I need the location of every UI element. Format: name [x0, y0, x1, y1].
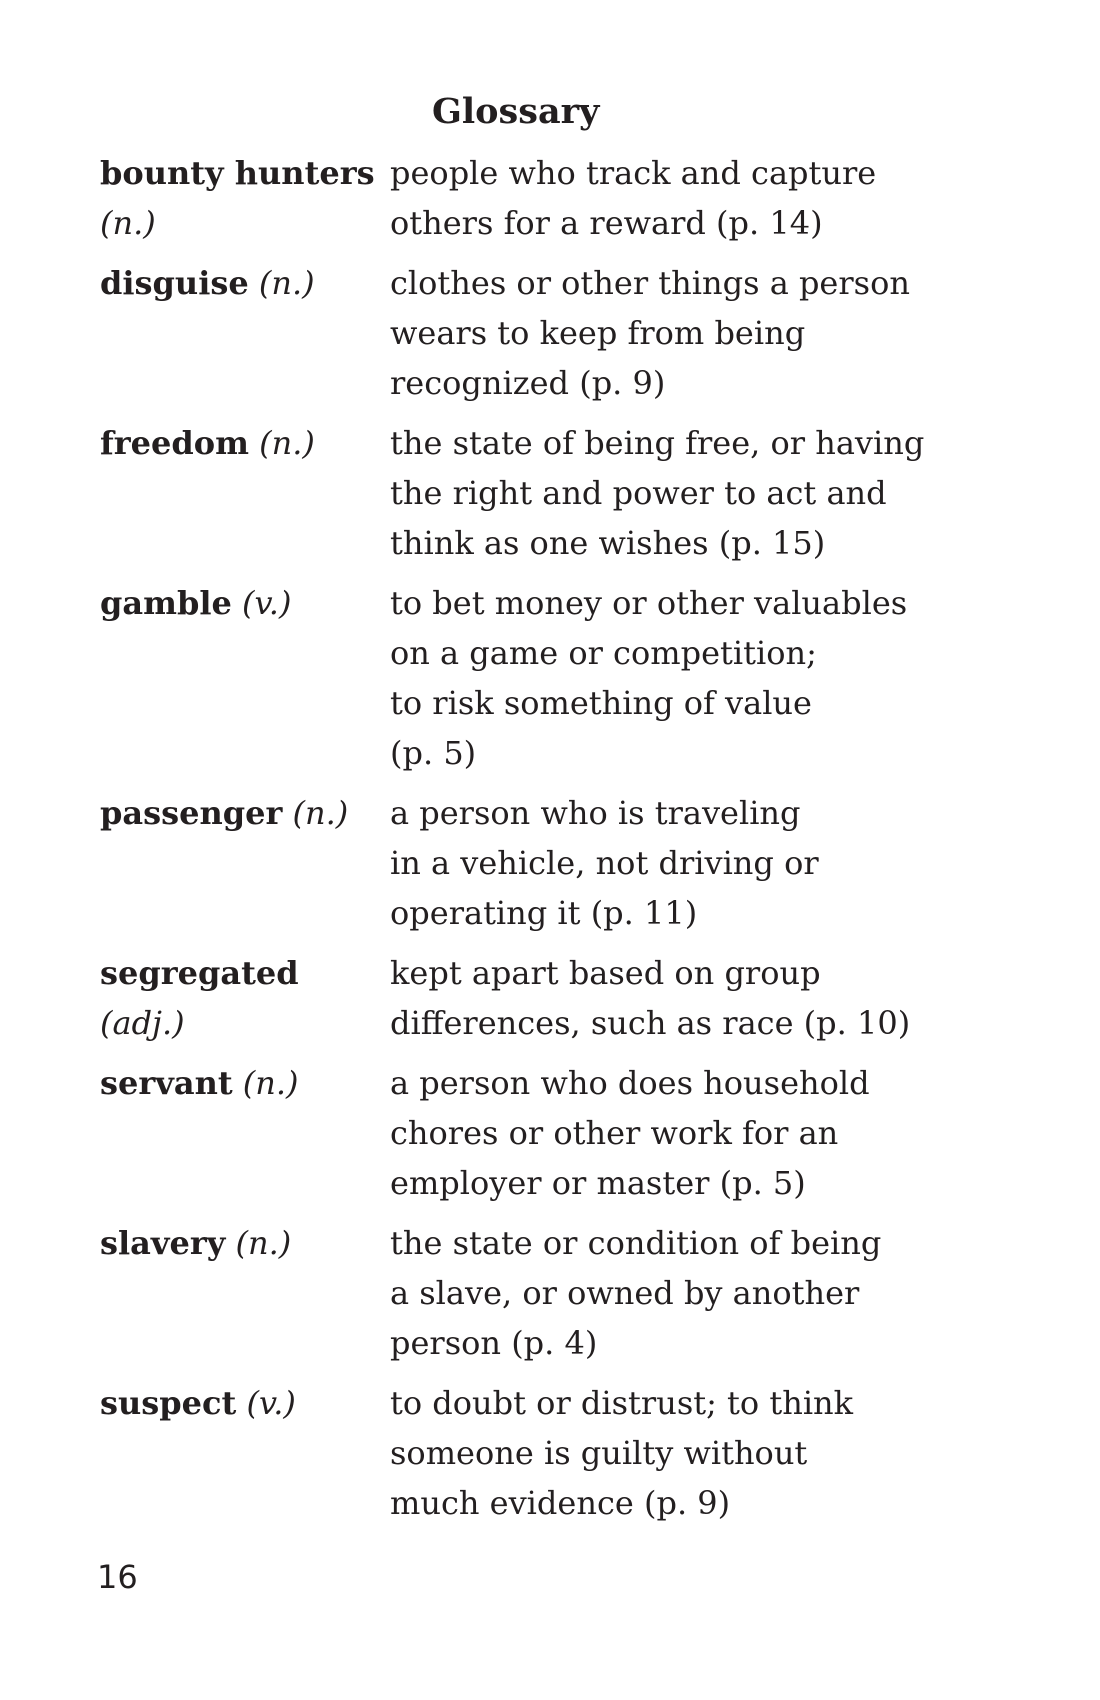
part-of-speech: (adj.) [100, 1004, 185, 1042]
definition-line: (p. 5) [390, 734, 477, 772]
definition-line: clothes or other things a person [390, 264, 910, 302]
part-of-speech: (n.) [242, 1064, 299, 1102]
term-word: suspect [100, 1384, 237, 1422]
term-word: freedom [100, 424, 249, 462]
term-word: slavery [100, 1224, 226, 1262]
glossary-definition [390, 418, 980, 568]
definition-line: someone is guilty without [390, 1434, 808, 1472]
term-word: passenger [100, 794, 283, 832]
definition-line: the state or condition of being [390, 1224, 882, 1262]
glossary-term [100, 258, 390, 408]
glossary-entry [100, 1218, 980, 1368]
glossary-definition [390, 948, 980, 1048]
glossary-definition [390, 148, 980, 248]
definition-line: to bet money or other valuables [390, 584, 908, 622]
definition-line: others for a reward (p. 14) [390, 204, 823, 242]
part-of-speech: (n.) [258, 264, 315, 302]
glossary-term [100, 1378, 390, 1528]
definition-line: to risk something of value [390, 684, 812, 722]
glossary-term [100, 1058, 390, 1208]
definition-line: to doubt or distrust; to think [390, 1384, 854, 1422]
definition-line: person (p. 4) [390, 1324, 598, 1362]
glossary-entry [100, 418, 980, 568]
definition-line: a slave, or owned by another [390, 1274, 860, 1312]
glossary-definition [390, 578, 980, 778]
term-word: servant [100, 1064, 233, 1102]
part-of-speech: (n.) [235, 1224, 292, 1262]
definition-line: differences, such as race (p. 10) [390, 1004, 911, 1042]
glossary-definition [390, 1378, 980, 1528]
term-word: segregated [100, 954, 299, 992]
glossary-entry [100, 1378, 980, 1528]
glossary-term [100, 418, 390, 568]
glossary-definition [390, 788, 980, 938]
term-word: bounty hunters [100, 154, 375, 192]
glossary-entry [100, 148, 980, 248]
glossary-list [100, 148, 980, 1538]
definition-line: much evidence (p. 9) [390, 1484, 731, 1522]
definition-line: recognized (p. 9) [390, 364, 666, 402]
glossary-term [100, 148, 390, 248]
glossary-term [100, 1218, 390, 1368]
part-of-speech: (n.) [259, 424, 315, 462]
definition-line: the state of being free, or having [390, 424, 925, 462]
glossary-entry [100, 258, 980, 408]
glossary-entry [100, 948, 980, 1048]
glossary-entry [100, 788, 980, 938]
term-word: gamble [100, 584, 232, 622]
glossary-definition [390, 1058, 980, 1208]
term-word: disguise [100, 264, 249, 302]
part-of-speech: (v.) [246, 1384, 296, 1422]
glossary-term [100, 948, 390, 1048]
glossary-term [100, 788, 390, 938]
part-of-speech: (n.) [100, 204, 156, 242]
definition-line: a person who does household [390, 1064, 870, 1102]
glossary-definition [390, 258, 980, 408]
part-of-speech: (n.) [292, 794, 349, 832]
definition-line: chores or other work for an [390, 1114, 839, 1152]
part-of-speech: (v.) [242, 584, 292, 622]
glossary-entry [100, 1058, 980, 1208]
definition-line: employer or master (p. 5) [390, 1164, 806, 1202]
glossary-entry [100, 578, 980, 778]
definition-line: operating it (p. 11) [390, 894, 698, 932]
definition-line: the right and power to act and [390, 474, 887, 512]
definition-line: in a vehicle, not driving or [390, 844, 819, 882]
glossary-term [100, 578, 390, 778]
definition-line: people who track and capture [390, 154, 877, 192]
definition-line: on a game or competition; [390, 634, 817, 672]
page-title: Glossary [432, 91, 600, 132]
definition-line: kept apart based on group [390, 954, 821, 992]
definition-line: think as one wishes (p. 15) [390, 524, 826, 562]
glossary-definition [390, 1218, 980, 1368]
page-number: 16 [97, 1558, 138, 1596]
definition-line: wears to keep from being [390, 314, 806, 352]
definition-line: a person who is traveling [390, 794, 801, 832]
